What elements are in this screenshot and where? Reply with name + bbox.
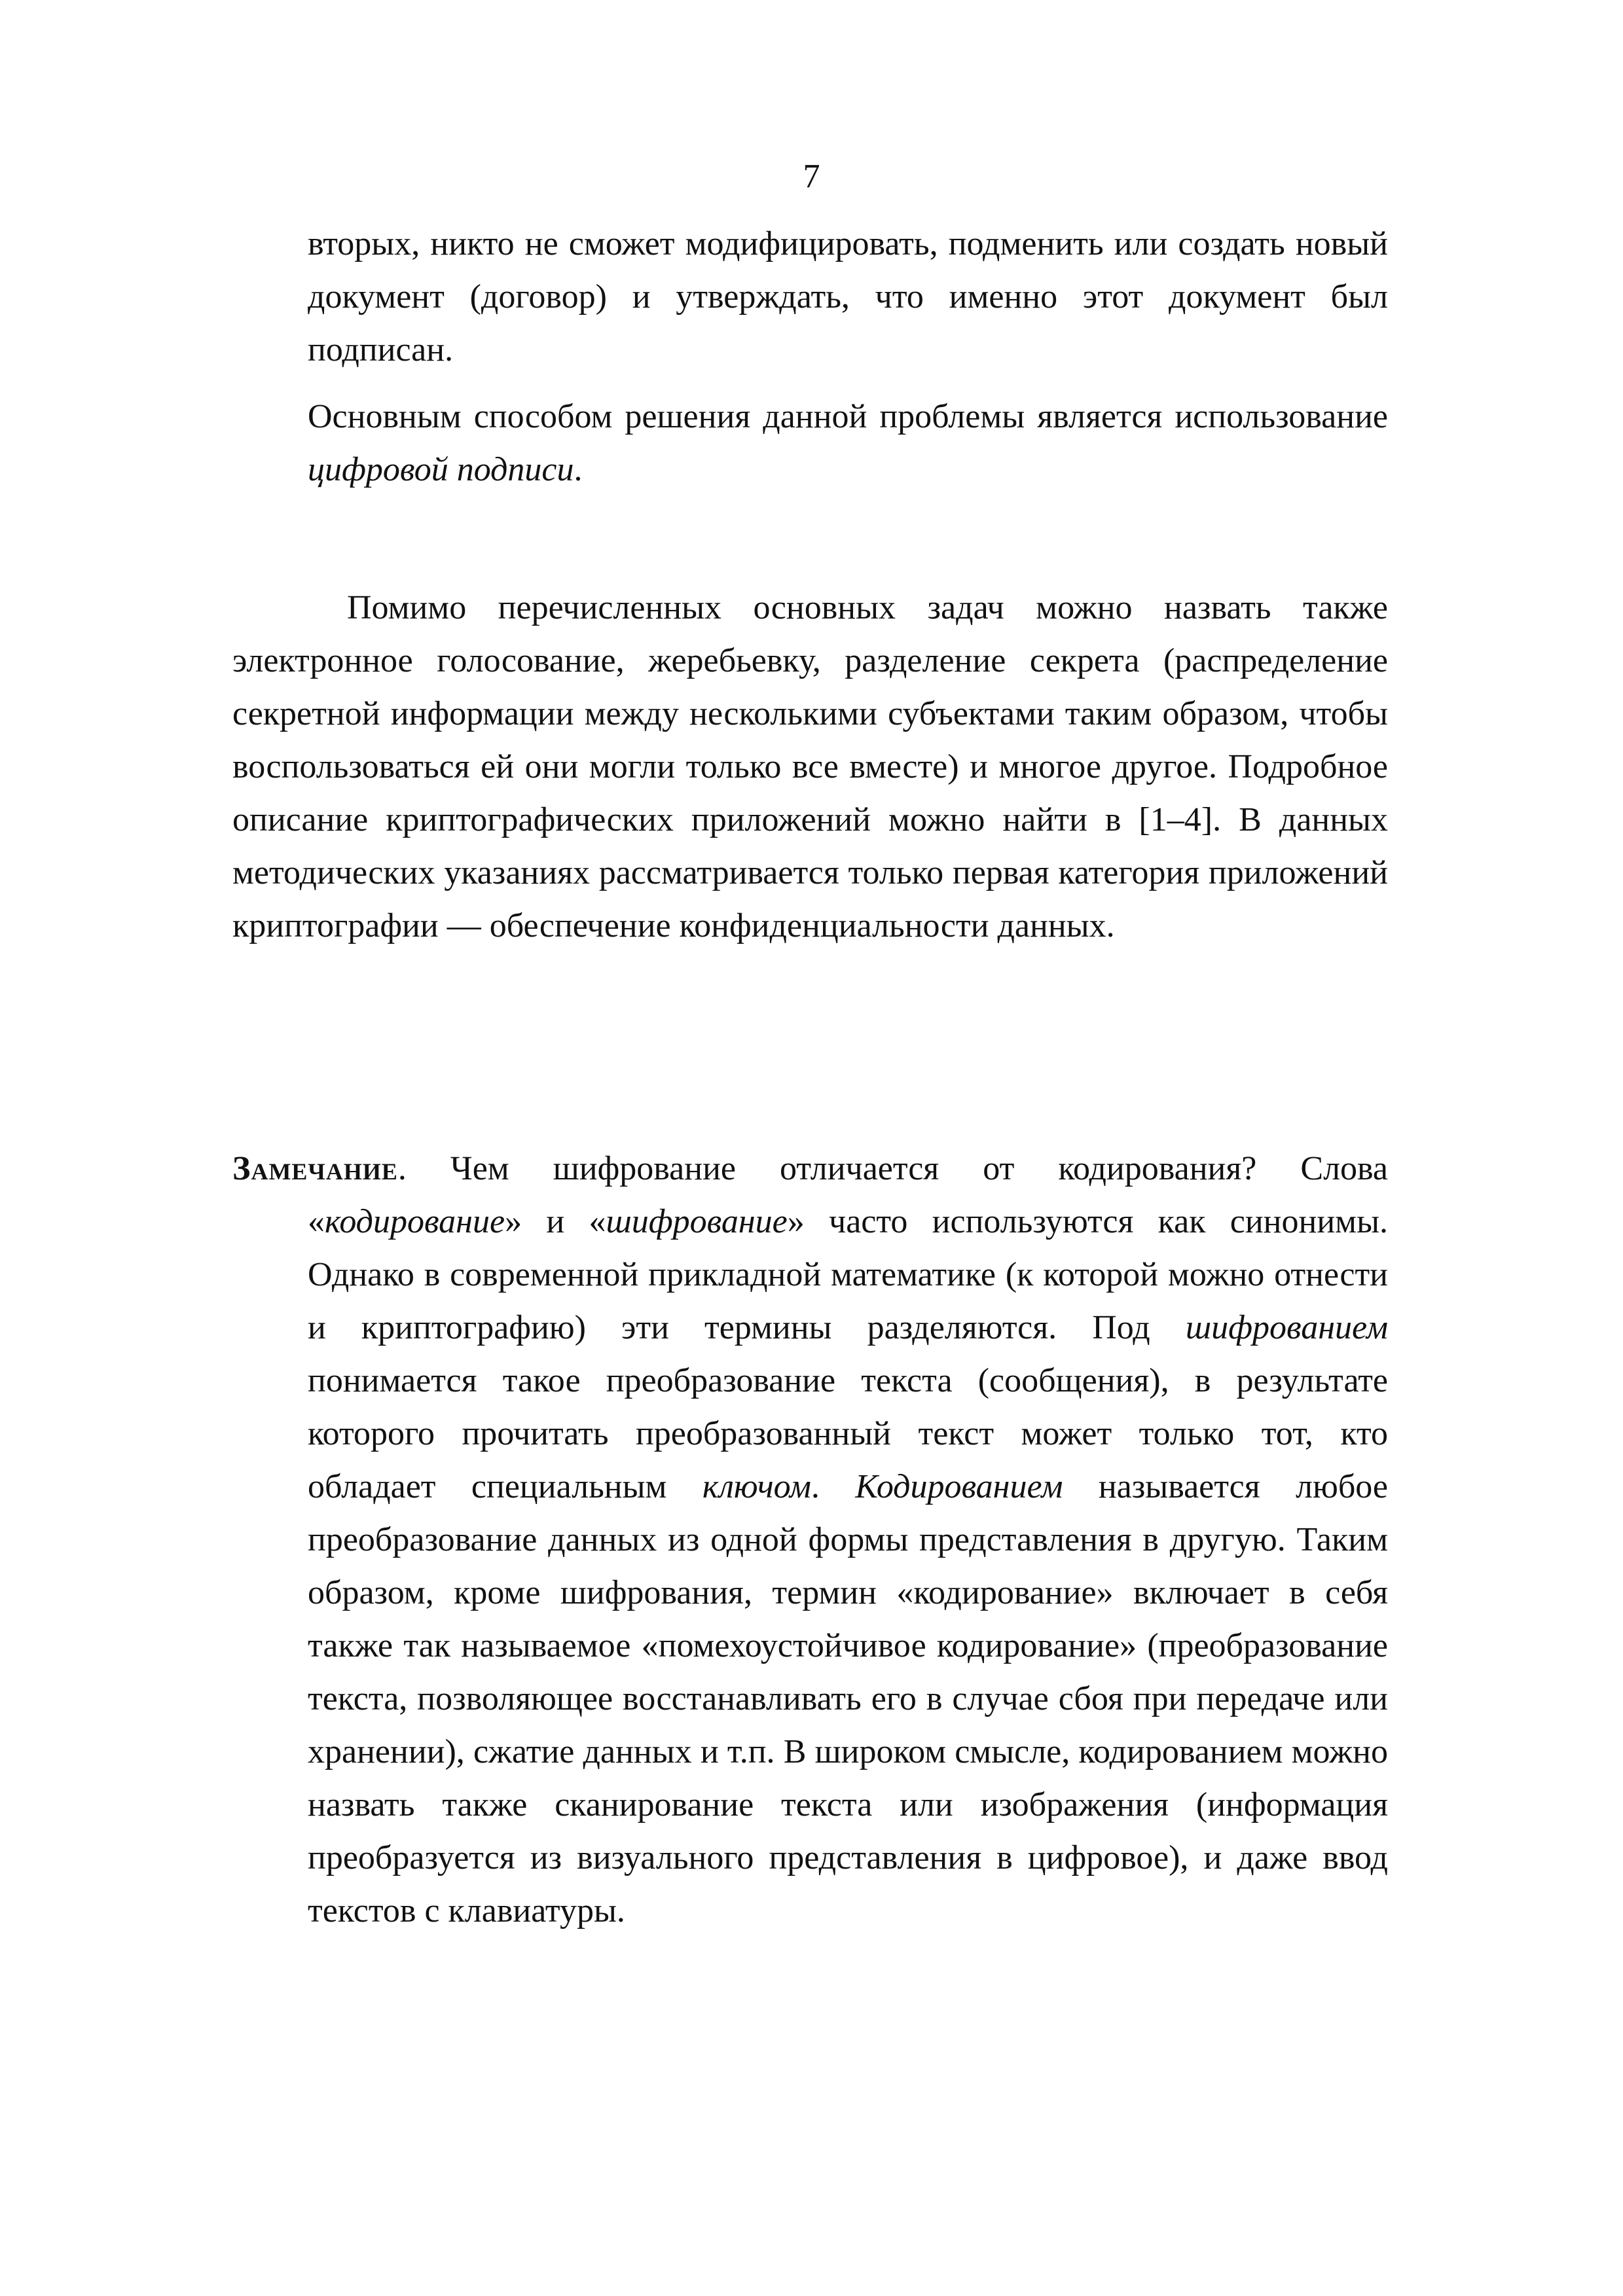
- emphasis-term: кодирование: [325, 1203, 505, 1240]
- note-text: » и «: [505, 1203, 606, 1240]
- emphasis-term: Кодированием: [855, 1468, 1063, 1505]
- note-block: [232, 1142, 1388, 1937]
- paragraph-applications: Помимо перечисленных основных задач можно назвать также электронное голосование, жеребьевку, разделение секрета (распределение секретной информации между несколькими субъектами таким образом, чтобы воспользоваться ей они могли только все вместе) и многое другое. Подробное описание криптографических приложений можно найти в [1–4]. В данных методических указаниях рассматривается только первая категория приложений криптографии — обеспечение конфиденциальности данных.: [232, 589, 1388, 944]
- paragraph-text: .: [574, 451, 583, 488]
- emphasis-term: шифрованием: [1185, 1309, 1388, 1346]
- note-text: » часто используются как синонимы. Однако в современной прикладной математике (к которой можно отнести и криптографию) эти термины разделяются. Под: [308, 1203, 1389, 1346]
- note-text: называется любое преобразование данных из одной формы представления в другую. Таким образом, кроме шифрования, термин «кодирование» включает в себя также так называемое «помехоустойчивое кодирование» (преобразование текста, позволяющее восстанавливать его в случае сбоя при передаче или хранении), сжатие данных и т.п. В широком смысле, кодированием можно назвать также сканирование текста или изображения (информация преобразуется из визуального представления в цифровое), и даже ввод текстов с клавиатуры.: [308, 1468, 1388, 1929]
- paragraph-digital-signature: [308, 390, 1388, 496]
- note-label: Замечание: [232, 1150, 398, 1187]
- note-text: понимается такое преобразование текста (сообщения), в результате которого прочитать преобразованный текст может только тот, кто обладает специальным: [308, 1362, 1388, 1505]
- paragraph-text: Основным способом решения данной проблемы является использование: [308, 398, 1388, 435]
- emphasis-term: шифрование: [606, 1203, 788, 1240]
- emphasis-term: цифровой подписи: [308, 451, 574, 488]
- note-text: . Чем шифрование отличается от кодирования? Слова «: [308, 1150, 1388, 1240]
- emphasis-term: ключом: [702, 1468, 811, 1505]
- paragraph-continuation: вторых, никто не сможет модифицировать, подменить или создать новый документ (договор) и утверждать, что именно этот документ был подписан.: [308, 225, 1388, 368]
- page-number: 7: [803, 158, 820, 195]
- note-text: .: [811, 1468, 856, 1505]
